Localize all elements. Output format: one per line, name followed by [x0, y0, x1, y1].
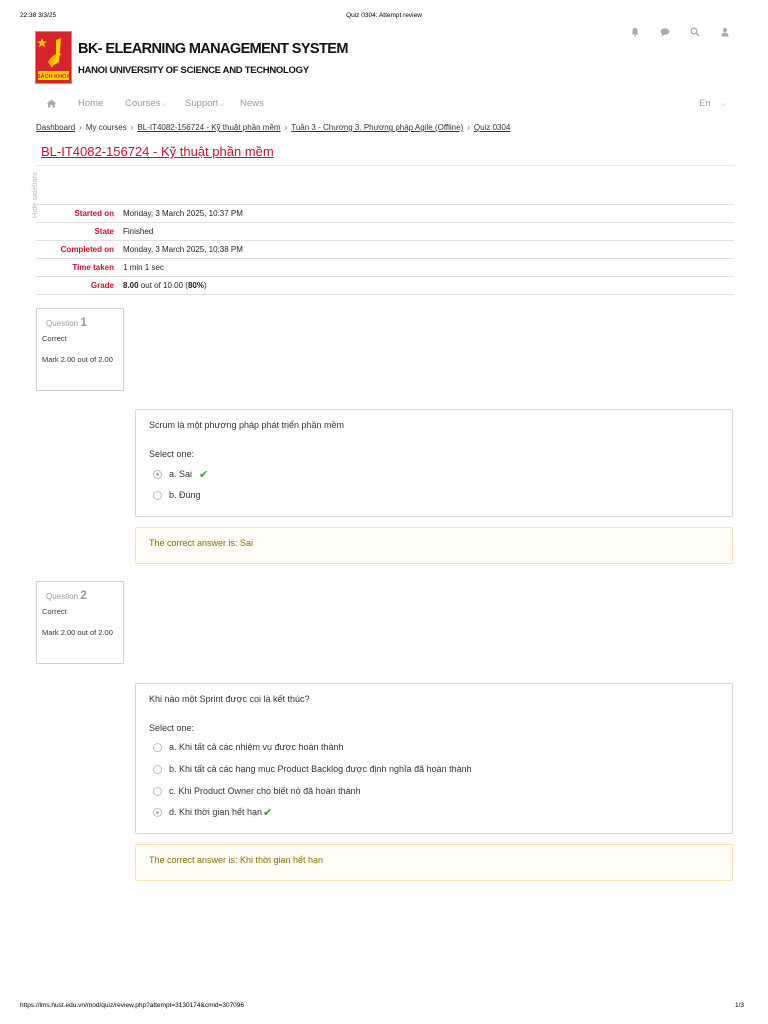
- nav-courses[interactable]: [125, 98, 167, 109]
- answer-label: d. Khi thời gian hết hạn: [169, 807, 262, 817]
- question-state: Correct: [42, 607, 67, 616]
- bell-icon[interactable]: [630, 27, 640, 37]
- started-label: Started on: [74, 209, 114, 218]
- question-state: Correct: [42, 334, 67, 343]
- state-value: Finished: [123, 227, 154, 236]
- breadcrumb-quiz[interactable]: Quiz 0304: [473, 123, 511, 132]
- select-one-label: Select one:: [149, 449, 195, 459]
- correct-answer-feedback-2: [135, 844, 733, 881]
- completed-label: Completed on: [60, 245, 114, 254]
- answer-label: b. Khi tất cả các hạng mục Product Backlog được định nghĩa đã hoàn thành: [169, 764, 472, 774]
- search-icon[interactable]: [690, 27, 700, 37]
- question-number-value: 2: [80, 588, 87, 602]
- breadcrumb-dashboard[interactable]: Dashboard: [36, 123, 76, 132]
- svg-text:BÁCH KHOA: BÁCH KHOA: [36, 74, 71, 80]
- radio-button[interactable]: [153, 491, 162, 500]
- nav-news[interactable]: News: [240, 98, 264, 109]
- breadcrumb-separator-icon: ›: [79, 123, 82, 132]
- question-label: Question: [46, 319, 79, 328]
- main-navbar: [36, 96, 734, 114]
- divider: [36, 165, 734, 166]
- started-value: Monday, 3 March 2025, 10:37 PM: [123, 209, 243, 218]
- question-number: [46, 588, 118, 602]
- correct-answer-feedback-1: [135, 527, 733, 564]
- state-label: State: [94, 227, 114, 236]
- grade-label: Grade: [90, 281, 114, 290]
- nav-home[interactable]: Home: [78, 98, 104, 109]
- attempt-summary-table: [36, 204, 734, 295]
- nav-courses-label: Courses: [125, 98, 161, 109]
- radio-button[interactable]: [153, 765, 162, 774]
- home-icon[interactable]: [46, 99, 57, 111]
- feedback-text: The correct answer is: Khi thời gian hết hạn: [149, 855, 323, 865]
- breadcrumb-separator-icon: ›: [130, 123, 134, 132]
- answer-label: c. Khi Product Owner cho biết nó đã hoàn thành: [169, 786, 361, 796]
- site-subtitle: HANOI UNIVERSITY OF SCIENCE AND TECHNOLOGY: [78, 65, 309, 76]
- chevron-down-icon: ⌵: [720, 101, 726, 108]
- chat-icon[interactable]: [660, 27, 670, 37]
- table-row: [36, 241, 734, 259]
- grade-mid: out of 10.00 (: [138, 281, 188, 290]
- chevron-down-icon: ⌵: [161, 101, 167, 108]
- print-url: https://lms.hust.edu.vn/mod/quiz/review.php?attempt=3130174&cmid=307096: [20, 1002, 245, 1009]
- checkmark-icon: ✔: [263, 807, 273, 819]
- time-taken-label: Time taken: [72, 263, 114, 272]
- nav-support[interactable]: [185, 98, 225, 109]
- radio-button[interactable]: [153, 743, 162, 752]
- breadcrumb-separator-icon: ›: [467, 123, 470, 132]
- table-row: [36, 205, 734, 223]
- question-number-value: 1: [80, 315, 87, 329]
- grade-percent: 80%: [187, 281, 204, 290]
- question-content-1: [135, 409, 733, 517]
- question-mark: Mark 2.00 out of 2.00: [42, 628, 113, 637]
- language-label: En: [699, 98, 711, 109]
- table-row: [36, 277, 734, 295]
- print-header: [0, 12, 768, 22]
- question-text: Scrum là một phương pháp phát triển phần mềm: [149, 420, 345, 430]
- completed-value: Monday, 3 March 2025, 10:38 PM: [123, 245, 243, 254]
- print-datetime: 22:38 3/3/25: [20, 12, 57, 19]
- user-icon[interactable]: [720, 27, 730, 37]
- chevron-down-icon: ⌵: [219, 101, 225, 108]
- time-taken-value: 1 min 1 sec: [123, 263, 164, 272]
- select-one-label: Select one:: [149, 723, 195, 733]
- site-title[interactable]: BK- ELEARNING MANAGEMENT SYSTEM: [78, 41, 348, 57]
- answer-label: a. Khi tất cả các nhiệm vụ được hoàn thành: [169, 742, 344, 752]
- breadcrumb-course[interactable]: BL-IT4082-156724 - Kỹ thuật phần mềm: [137, 123, 281, 132]
- top-icons: [630, 27, 730, 37]
- answer-label: b. Đúng: [169, 490, 201, 500]
- hide-sidebars-label: Hide sidebars: [30, 172, 39, 218]
- question-text: Khi nào một Sprint được coi là kết thúc?: [149, 694, 310, 704]
- question-content-2: [135, 683, 733, 834]
- course-title-link[interactable]: BL-IT4082-156724 - Kỹ thuật phần mềm: [41, 144, 274, 159]
- grade-end: ): [203, 281, 207, 290]
- question-info-1: [36, 308, 124, 391]
- print-page-number: 1/3: [734, 1002, 744, 1009]
- breadcrumb-my-courses: My courses: [85, 123, 127, 132]
- university-logo[interactable]: [35, 31, 72, 84]
- table-row: [36, 259, 734, 277]
- nav-support-label: Support: [185, 98, 219, 109]
- breadcrumb-separator-icon: ›: [284, 123, 288, 132]
- checkmark-icon: ✔: [199, 469, 209, 481]
- question-number: [46, 315, 118, 329]
- grade-value: [120, 277, 734, 295]
- breadcrumb: [36, 123, 510, 132]
- question-mark: Mark 2.00 out of 2.00: [42, 355, 113, 364]
- answer-label: a. Sai: [169, 469, 193, 479]
- question-info-2: [36, 581, 124, 664]
- grade-score: 8.00: [123, 281, 139, 290]
- radio-button[interactable]: [153, 787, 162, 796]
- feedback-text: The correct answer is: Sai: [149, 538, 254, 548]
- table-row: [36, 223, 734, 241]
- radio-button-selected[interactable]: [153, 470, 162, 479]
- language-selector[interactable]: [699, 98, 726, 109]
- radio-button-selected[interactable]: [153, 808, 162, 817]
- print-page-title: Quiz 0304: Attempt review: [346, 12, 422, 19]
- breadcrumb-section[interactable]: Tuần 3 - Chương 3. Phương pháp Agile (Offline): [291, 123, 464, 132]
- question-label: Question: [46, 592, 79, 601]
